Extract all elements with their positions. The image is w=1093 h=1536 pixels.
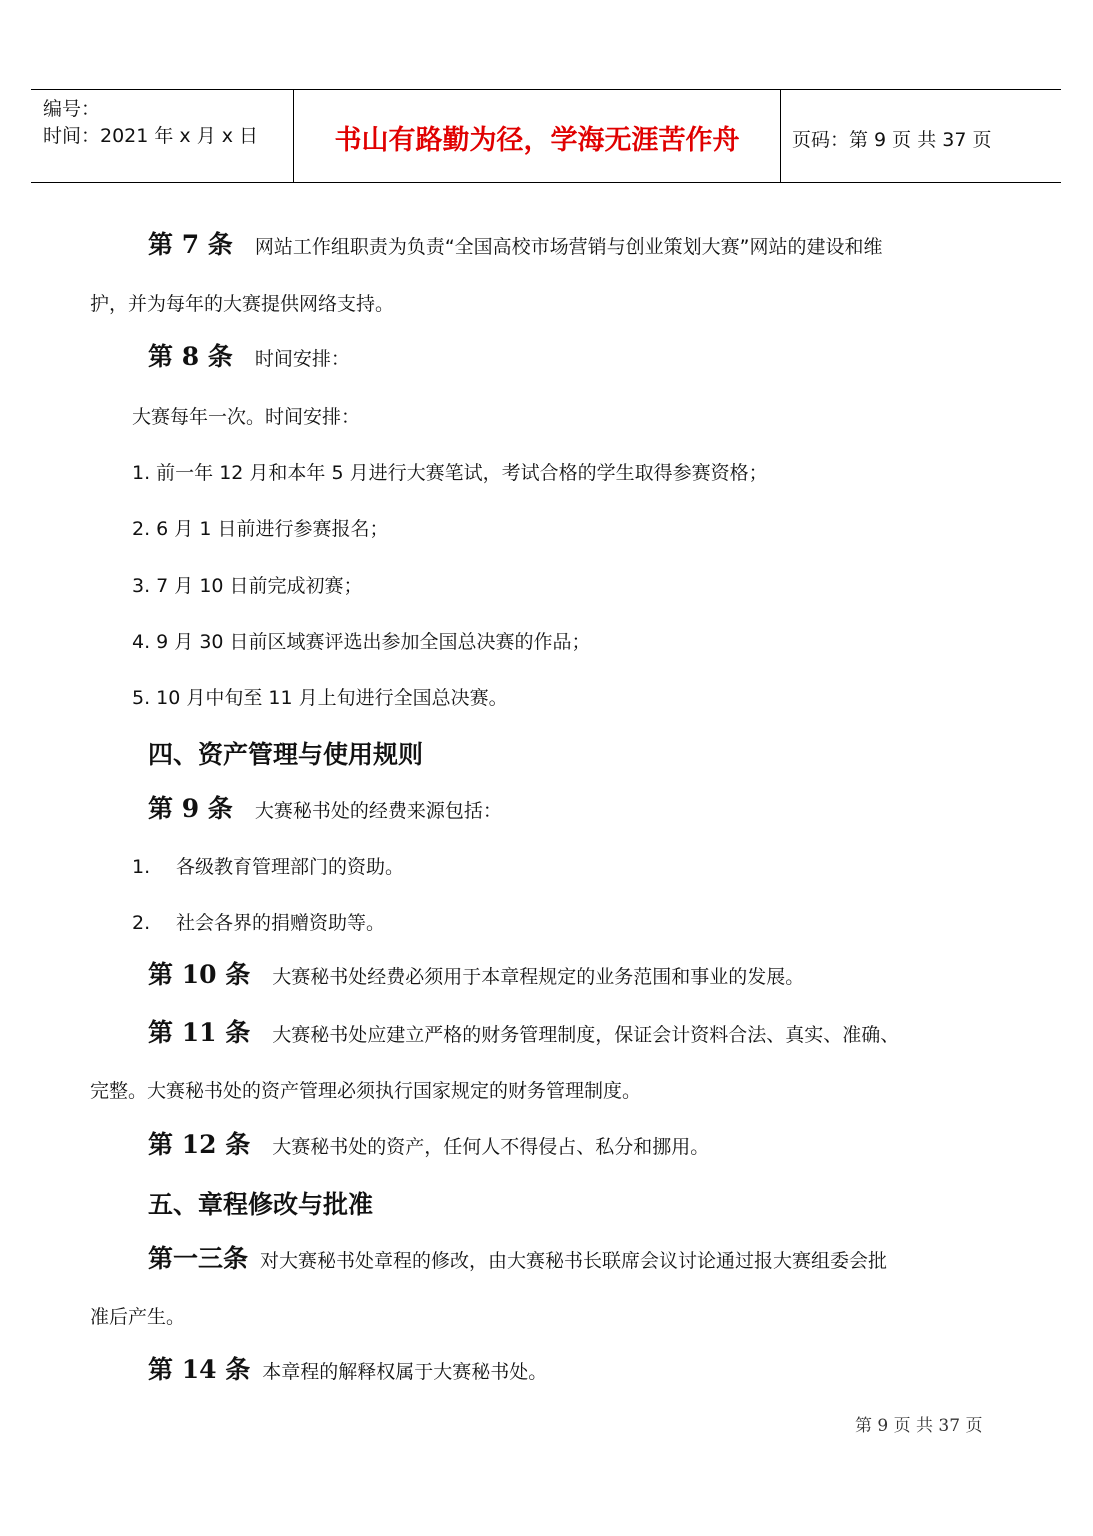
schedule-item: 4. 9 月 30 日前区域赛评选出参加全国总决赛的作品； [132,631,591,653]
article-13 [148,1244,888,1273]
article-text: 网站工作组职责为负责“全国高校市场营销与创业策划大赛”网站的建设和维 [254,236,883,258]
schedule-intro: 大赛每年一次。时间安排： [132,406,361,428]
document-header [31,89,1061,183]
document-date-label: 时间：2021 年 x 月 x 日 [43,125,259,147]
page-footer: 第 9 页 共 37 页 [855,1416,983,1436]
article-text: 大赛秘书处经费必须用于本章程规定的业务范围和事业的发展。 [272,966,805,988]
article-11-continued: 完整。大赛秘书处的资产管理必须执行国家规定的财务管理制度。 [90,1080,642,1102]
header-page-label: 页码：第 9 页 共 37 页 [792,129,992,151]
article-9 [148,794,502,823]
article-text: 大赛秘书处的资产，任何人不得侵占、私分和挪用。 [272,1136,710,1158]
funding-item-text: 各级教育管理部门的资助。 [176,856,405,878]
article-8 [148,342,350,371]
funding-item [132,855,404,879]
article-7-continued: 护，并为每年的大赛提供网络支持。 [90,293,395,315]
article-title: 第 12 条 [148,1130,251,1159]
schedule-item: 5. 10 月中旬至 11 月上旬进行全国总决赛。 [132,687,508,709]
section-heading: 五、章程修改与批准 [148,1190,374,1219]
article-text: 大赛秘书处应建立严格的财务管理制度，保证会计资料合法、真实、准确、 [272,1024,900,1046]
header-page-cell [780,90,1061,182]
funding-item-text: 社会各界的捐赠资助等。 [176,912,386,934]
article-text: 对大赛秘书处章程的修改，由大赛秘书长联席会议讨论通过报大赛组委会批 [260,1250,888,1272]
schedule-item: 2. 6 月 1 日前进行参赛报名； [132,518,389,540]
article-text: 本章程的解释权属于大赛秘书处。 [262,1361,548,1383]
article-13-continued: 准后产生。 [90,1306,186,1328]
funding-item-number: 2. [132,912,151,934]
header-motto-cell [293,90,781,182]
article-10 [148,960,805,989]
article-7 [148,230,883,259]
schedule-item: 3. 7 月 10 日前完成初赛； [132,575,363,597]
article-title: 第 8 条 [148,342,233,371]
schedule-item: 1. 前一年 12 月和本年 5 月进行大赛笔试，考试合格的学生取得参赛资格； [132,462,768,484]
article-14 [148,1355,548,1384]
funding-item-number: 1. [132,856,151,878]
header-meta-cell [31,90,293,182]
section-heading: 四、资产管理与使用规则 [148,740,424,769]
article-text: 大赛秘书处的经费来源包括： [254,800,502,822]
article-title: 第 7 条 [148,230,233,259]
article-title: 第 14 条 [148,1355,251,1384]
funding-item [132,911,385,935]
article-11 [148,1018,900,1047]
article-title: 第 11 条 [148,1018,251,1047]
article-text: 时间安排： [254,348,350,370]
article-12 [148,1130,710,1159]
article-title: 第 10 条 [148,960,251,989]
article-title: 第 9 条 [148,794,233,823]
document-number-label: 编号： [43,98,101,120]
article-title: 第一三条 [148,1244,249,1273]
header-motto: 书山有路勤为径，学海无涯苦作舟 [334,125,740,156]
